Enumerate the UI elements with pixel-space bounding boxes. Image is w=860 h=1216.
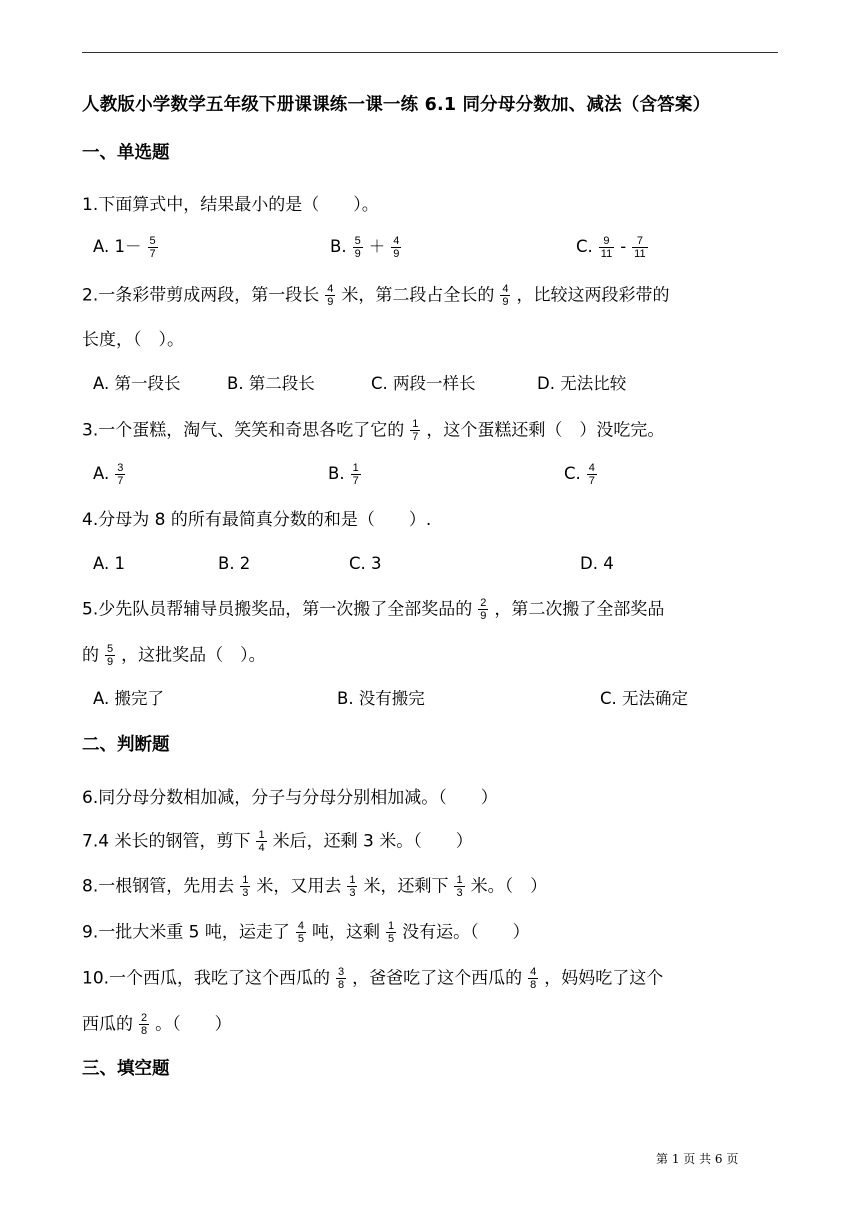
q3-option-b: B. $\frac{1}{7}$ bbox=[328, 462, 359, 487]
q4-option-b: B. 2 bbox=[218, 554, 251, 573]
fraction: $\frac{9}{11}$ bbox=[600, 235, 613, 260]
q5-option-a: A. 搬完了 bbox=[93, 689, 164, 708]
q1-option-a: A. 1－ $\frac{5}{7}$ bbox=[93, 235, 156, 260]
q4-option-c: C. 3 bbox=[349, 554, 382, 573]
fraction: $\frac{4}{9}$ bbox=[393, 235, 400, 260]
fraction: $\frac{4}{7}$ bbox=[588, 462, 595, 487]
fraction: $\frac{4}{9}$ bbox=[327, 283, 334, 308]
q3-option-a: A. $\frac{3}{7}$ bbox=[93, 462, 124, 487]
q5-option-c: C. 无法确定 bbox=[600, 689, 689, 708]
fraction: $\frac{4}{8}$ bbox=[530, 966, 537, 991]
fraction: $\frac{4}{9}$ bbox=[502, 283, 509, 308]
question-5-line-2: 的 $\frac{5}{9}$ ，这批奖品（ ）。 bbox=[82, 643, 266, 668]
fraction: $\frac{7}{11}$ bbox=[634, 235, 646, 260]
question-7: 7.4 米长的钢管，剪下 $\frac{1}{4}$ 米后，还剩 3 米。（ ） bbox=[82, 829, 473, 854]
question-2: 2.一条彩带剪成两段，第一段长 $\frac{4}{9}$ 米，第二段占全长的 $\frac{4}{9}$ ，比较这两段彩带的 bbox=[82, 283, 670, 308]
fraction: $\frac{1}{3}$ bbox=[349, 874, 356, 899]
q1-option-b: B. $\frac{5}{9}$ ＋ $\frac{4}{9}$ bbox=[330, 235, 400, 260]
section-heading-fill-blank: 三、填空题 bbox=[82, 1059, 170, 1079]
q2-option-c: C. 两段一样长 bbox=[371, 374, 476, 393]
fraction: $\frac{5}{7}$ bbox=[149, 235, 156, 260]
fraction: $\frac{5}{9}$ bbox=[354, 235, 361, 260]
question-4: 4.分母为 8 的所有最简真分数的和是（ ）. bbox=[82, 510, 432, 530]
q2-option-d: D. 无法比较 bbox=[537, 374, 627, 393]
fraction: $\frac{4}{5}$ bbox=[297, 920, 304, 945]
q2-option-a: A. 第一段长 bbox=[93, 374, 181, 393]
fraction: $\frac{2}{9}$ bbox=[480, 597, 487, 622]
question-10-line-2: 西瓜的 $\frac{2}{8}$ 。（ ） bbox=[82, 1012, 232, 1037]
q5-option-b: B. 没有搬完 bbox=[337, 689, 425, 708]
q4-option-a: A. 1 bbox=[93, 554, 125, 573]
q3-option-c: C. $\frac{4}{7}$ bbox=[564, 462, 595, 487]
question-1: 1.下面算式中，结果最小的是（ ）。 bbox=[82, 195, 379, 215]
q1-option-c: C. $\frac{9}{11}$ - $\frac{7}{11}$ bbox=[576, 235, 646, 260]
fraction: $\frac{1}{3}$ bbox=[242, 874, 249, 899]
fraction: $\frac{1}{4}$ bbox=[258, 829, 265, 854]
question-8: 8.一根钢管，先用去 $\frac{1}{3}$ 米，又用去 $\frac{1}{3}$ 米，还剩下 $\frac{1}{3}$ 米。（ ） bbox=[82, 874, 548, 899]
question-9: 9.一批大米重 5 吨，运走了 $\frac{4}{5}$ 吨，这剩 $\frac{1}{5}$ 没有运。（ ） bbox=[82, 920, 530, 945]
question-10: 10.一个西瓜，我吃了这个西瓜的 $\frac{3}{8}$ ，爸爸吃了这个西瓜的 $\frac{4}{8}$ ，妈妈吃了这个 bbox=[82, 966, 664, 991]
q4-option-d: D. 4 bbox=[580, 554, 614, 573]
question-6: 6.同分母分数相加减，分子与分母分别相加减。（ ） bbox=[82, 788, 498, 808]
fraction: $\frac{1}{5}$ bbox=[387, 920, 395, 945]
fraction: $\frac{3}{7}$ bbox=[117, 462, 124, 487]
fraction: $\frac{5}{9}$ bbox=[107, 643, 114, 668]
fraction: $\frac{1}{7}$ bbox=[352, 462, 359, 487]
fraction: $\frac{3}{8}$ bbox=[338, 966, 345, 991]
document-title: 人教版小学数学五年级下册课课练一课一练 6.1 同分母分数加、减法（含答案） bbox=[82, 95, 711, 115]
q2-option-b: B. 第二段长 bbox=[227, 374, 315, 393]
header-rule bbox=[82, 52, 778, 53]
fraction: $\frac{1}{7}$ bbox=[412, 418, 419, 443]
question-2-line-2: 长度，（ ）。 bbox=[82, 330, 184, 350]
fraction: $\frac{2}{8}$ bbox=[141, 1012, 148, 1037]
section-heading-single-choice: 一、单选题 bbox=[82, 143, 170, 163]
section-heading-true-false: 二、判断题 bbox=[82, 735, 170, 755]
question-5: 5.少先队员帮辅导员搬奖品，第一次搬了全部奖品的 $\frac{2}{9}$ ，第二次搬了全部奖品 bbox=[82, 597, 665, 622]
fraction: $\frac{1}{3}$ bbox=[456, 874, 463, 899]
page-footer: 第 1 页 共 6 页 bbox=[656, 1152, 739, 1166]
question-3: 3.一个蛋糕，淘气、笑笑和奇思各吃了它的 $\frac{1}{7}$ ，这个蛋糕还剩（ ）没吃完。 bbox=[82, 418, 665, 443]
